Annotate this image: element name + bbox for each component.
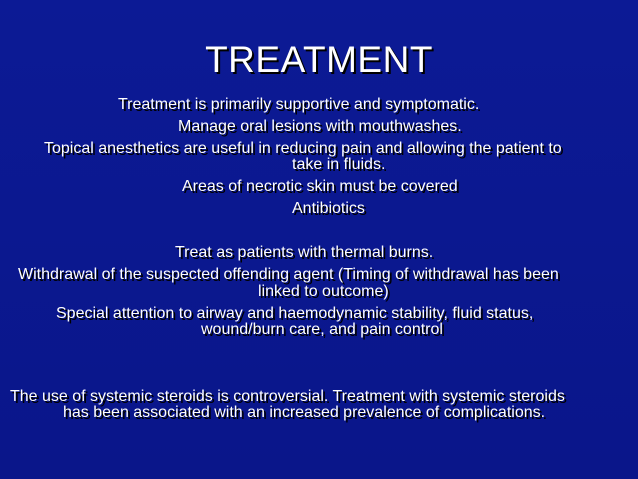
systemic-steroids-line-cont: has been associated with an increased prevalence of complications. <box>63 404 546 421</box>
systemic-steroids-line: The use of systemic steroids is controversial. Treatment with systemic steroids <box>10 388 565 405</box>
topical-anesthetics-line: Topical anesthetics are useful in reducing pain and allowing the patient to <box>44 140 562 157</box>
treatment-supportive-line: Treatment is primarily supportive and symptomatic. <box>118 96 480 113</box>
topical-anesthetics-line-cont: take in fluids. <box>292 156 386 173</box>
slide-title: TREATMENT <box>205 39 433 80</box>
special-attention-line-cont: wound/burn care, and pain control <box>201 321 443 338</box>
necrotic-skin-line: Areas of necrotic skin must be covered <box>182 178 458 195</box>
special-attention-line: Special attention to airway and haemodynamic stability, fluid status, <box>56 305 534 322</box>
withdrawal-line: Withdrawal of the suspected offending agent (Timing of withdrawal has been <box>18 266 559 283</box>
antibiotics-line: Antibiotics <box>292 200 365 217</box>
thermal-burns-line: Treat as patients with thermal burns. <box>175 244 434 261</box>
oral-lesions-line: Manage oral lesions with mouthwashes. <box>178 118 462 135</box>
withdrawal-line-cont: linked to outcome) <box>258 283 389 300</box>
